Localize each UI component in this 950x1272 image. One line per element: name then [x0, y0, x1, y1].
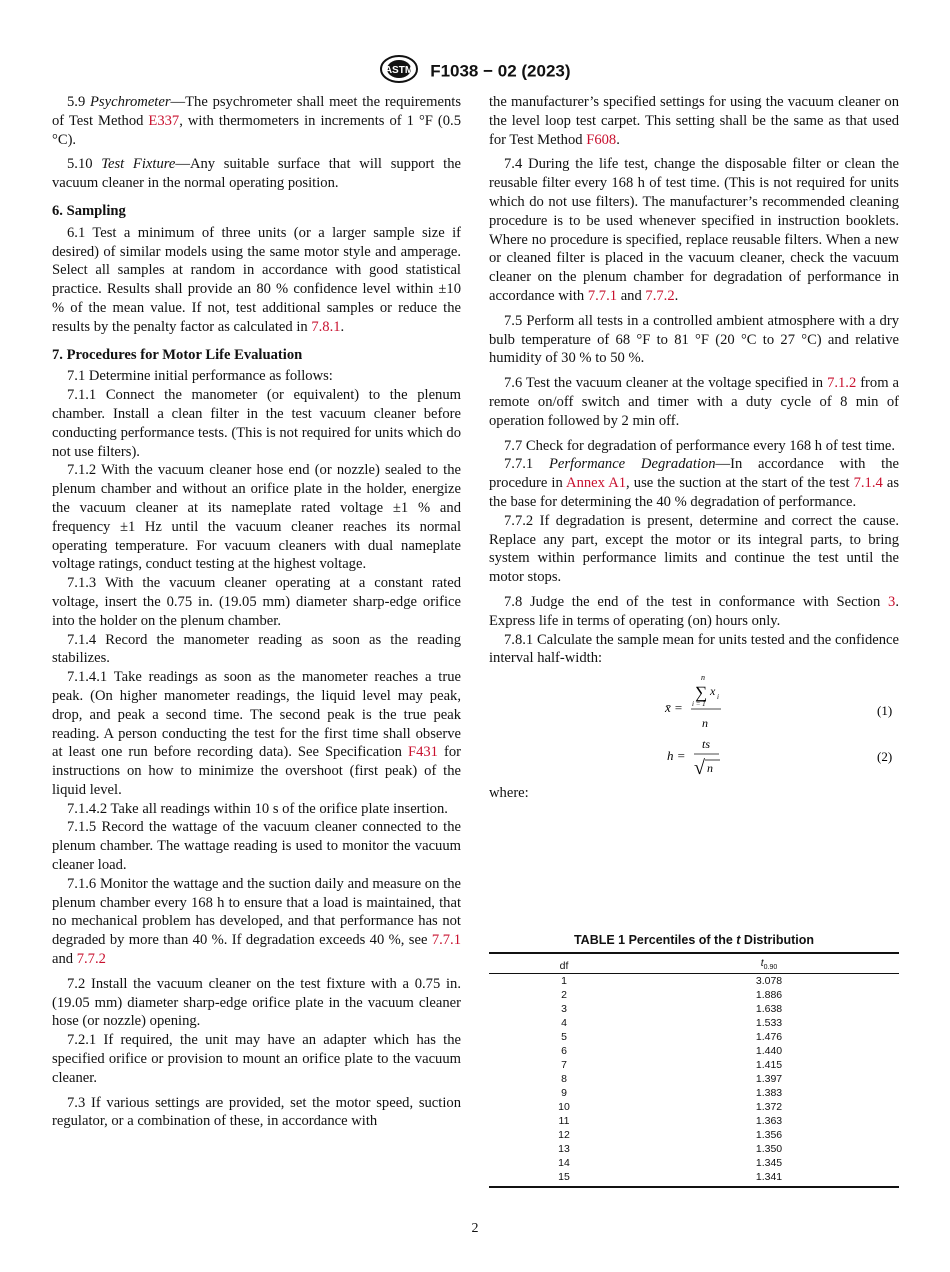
svg-text:i = 1: i = 1 [692, 700, 706, 709]
table-header-row [489, 953, 899, 974]
cell-df: 8 [561, 1073, 567, 1086]
cell-df: 4 [561, 1017, 567, 1030]
table-row [489, 1114, 899, 1128]
heading-sampling: 6. Sampling [52, 202, 126, 219]
section-7-7-1: 7.7.1 Performance Degradation—In accordance with the procedure in Annex A1, use the suction at the start of the test 7.1.4 as the base for determining the 40 % degradation of performance. [489, 456, 899, 510]
section-7-1-2: 7.1.2 With the vacuum cleaner hose end (or nozzle) sealed to the plenum chamber and without an orifice plate in the holder, energize the vacuum cleaner at its nameplate rated voltage ±1 % and frequency ±1 Hz until the vacuum cleaner reaches its normal operating temperature. For vacuum cleaners with dual nameplate voltage ratings, conduct testing at the highest voltage. [52, 462, 461, 573]
section-7-1-4-1: 7.1.4.1 Take readings as soon as the manometer reaches a true peak. (On higher manometer readings, the liquid level may peak, drop, and peak a second time. The second peak is the true peak reading. A person conducting the test for the first time shall observe at least one run before recording data). See Specification F431 for instructions on how to minimize the overshoot (first peak) of the liquid level. [52, 669, 461, 798]
section-5-9: 5.9 Psychrometer—The psychrometer shall meet the requirements of Test Method E337, with thermometers in increments of 1 °F (0.5 °C). [52, 94, 462, 148]
svg-text:n: n [707, 761, 713, 776]
section-7-1-4: 7.1.4 Record the manometer reading as soon as the reading stabilizes. [52, 631, 461, 667]
svg-text:∑: ∑ [695, 683, 708, 703]
section-7-8-1: 7.8.1 Calculate the sample mean for units tested and the confidence interval half-width: [489, 631, 899, 667]
section-5-10: 5.10 Test Fixture—Any suitable surface that will support the vacuum cleaner in the normal operating position. [52, 156, 461, 192]
cell-t-value: 1.341 [639, 1170, 899, 1187]
section-7-4: 7.4 During the life test, change the disposable filter or clean the reusable filter every 168 h of test time. (This is not required for units which do not use filters). The manufacturer’s recommended cleaning procedure is to be used whenever specified in instruction booklets. Where no procedure is specified, replace reusable filters. When a new or cleaned filter is placed in the vacuum cleaner, check the vacuum cleaner on the plenum chamber for degradation of performance in accordance with 7.7.1 and 7.7.2. [489, 156, 899, 304]
cell-df: 9 [561, 1087, 567, 1100]
right-column [489, 93, 899, 803]
section-7-7: 7.7 Check for degradation of performance every 168 h of test time. [504, 437, 896, 454]
table-row [489, 1058, 899, 1072]
cell-t-value: 3.078 [755, 975, 783, 988]
cell-t-value: 1.345 [755, 1157, 783, 1170]
svg-text:(1): (1) [877, 703, 893, 719]
col-header-t090: $t_{0.90}$ [639, 953, 899, 974]
table-row [489, 1044, 899, 1058]
ref-link-7-1-2[interactable]: 7.1.2 [827, 375, 857, 392]
cell-t-value: 1.886 [755, 989, 783, 1002]
cell-df: 12 [558, 1129, 570, 1142]
svg-text:(2): (2) [877, 749, 893, 765]
section-7-8: 7.8 Judge the end of the test in conformance with Section 3. Express life in terms of operating (on) hours only. [489, 593, 899, 629]
cell-t-value: 1.372 [755, 1101, 783, 1114]
ref-link-7-1-4[interactable]: 7.1.4 [853, 475, 883, 492]
svg-text:x: x [710, 684, 716, 699]
document-designation: F1038 − 02 (2023) [430, 61, 571, 81]
section-7-1-6: 7.1.6 Monitor the wattage and the suction daily and measure on the plenum chamber every 168 h to ensure that a load is maintained, that no mechanical problem has developed, and that performance has not degraded by more than 40 %. If degradation exceeds 40 %, see 7.7.1 and 7.7.2 [52, 875, 461, 968]
where-label: where: [489, 785, 529, 802]
section-7-1-1: 7.1.1 Connect the manometer (or equivalent) to the plenum chamber. Install a clean filter in the test vacuum cleaner before conducting performance tests. (This is not required for units which do not use filters). [52, 387, 461, 460]
ref-link-section-3[interactable]: 3 [888, 593, 896, 610]
svg-text:ts: ts [702, 737, 711, 752]
table-1 [489, 933, 899, 1188]
table-row [489, 1170, 899, 1187]
ref-link-7-7-2[interactable]: 7.7.2 [76, 951, 106, 968]
equation-2 [489, 734, 899, 784]
page-number: 2 [471, 1221, 479, 1236]
table-title: TABLE 1 Percentiles of the t Distribution [573, 933, 815, 947]
cell-df: 2 [561, 989, 567, 1002]
section-7-1-3: 7.1.3 With the vacuum cleaner operating at a constant rated voltage, insert the 0.75 in. (19.05 mm) diameter sharp-edge orifice into the holder on the plenum chamber. [52, 575, 461, 629]
ref-link-7-8-1[interactable]: 7.8.1 [311, 318, 341, 335]
t-distribution-table [489, 952, 899, 1188]
cell-t-value: 1.440 [755, 1045, 783, 1058]
cell-t-value: 1.397 [755, 1073, 783, 1086]
table-row [489, 1128, 899, 1142]
cell-df: 14 [558, 1157, 570, 1170]
left-column [52, 93, 461, 1131]
section-7-2: 7.2 Install the vacuum cleaner on the test fixture with a 0.75 in. (19.05 mm) diameter sharp-edge orifice plate in the vacuum cleaner hose (or nozzle) opening. [52, 975, 461, 1030]
section-7-3: 7.3 If various settings are provided, set the motor speed, suction regulator, or a combination of these, in accordance with [52, 1094, 461, 1130]
svg-text:n: n [701, 673, 705, 683]
ref-link-f608[interactable]: F608 [586, 131, 617, 148]
svg-text:ASTM: ASTM [385, 65, 414, 76]
cell-t-value: 1.363 [755, 1115, 783, 1128]
cell-df: 5 [561, 1031, 567, 1044]
cell-t-value: 1.356 [755, 1129, 783, 1142]
ref-link-annex-a1[interactable]: Annex A1 [566, 475, 627, 492]
section-7-1: 7.1 Determine initial performance as follows: [67, 368, 333, 385]
section-7-6: 7.6 Test the vacuum cleaner at the voltage specified in 7.1.2 from a remote on/off switch and timer with a duty cycle of 8 min of operation followed by 2 min off. [489, 375, 899, 429]
section-7-7-2: 7.7.2 If degradation is present, determine and correct the cause. Replace any part, except the motor or its integral parts, to bring system within performance limits and continue the test until the motor stops. [489, 512, 899, 586]
section-7-3-continued: the manufacturer’s specified settings for using the vacuum cleaner on the level loop test carpet. This setting shall be the same as that used for Test Method F608. [489, 94, 899, 148]
ref-link-e337[interactable]: E337 [148, 112, 180, 129]
table-row [489, 1142, 899, 1156]
cell-t-value: 1.638 [755, 1003, 783, 1016]
table-row [489, 1016, 899, 1030]
cell-df: 1 [561, 975, 567, 988]
section-7-1-5: 7.1.5 Record the wattage of the vacuum cleaner connected to the plenum chamber. The wattage reading is used to monitor the vacuum cleaner load. [52, 819, 461, 874]
section-6-1: 6.1 Test a minimum of three units (or a larger sample size if desired) of similar models using the same motor style and amperage. Select all samples at random in accordance with good statistical practice. Results shall provide an 80 % confidence level within ±10 % of the mean value. If not, test additional samples or reduce the results by the penalty factor as calculated in 7.8.1. [52, 224, 461, 335]
cell-t-value: 1.383 [755, 1087, 783, 1100]
cell-t-value: 1.350 [755, 1143, 783, 1156]
cell-df: 3 [561, 1003, 567, 1016]
svg-text:√: √ [694, 757, 705, 780]
ref-link-f431[interactable]: F431 [407, 744, 438, 761]
table-row [489, 1100, 899, 1114]
table-row [489, 1072, 899, 1086]
table-row [489, 1030, 899, 1044]
svg-text:n: n [702, 716, 708, 731]
cell-df: 13 [558, 1143, 570, 1156]
svg-text:i: i [717, 693, 719, 702]
heading-procedures: 7. Procedures for Motor Life Evaluation [52, 346, 303, 363]
cell-t-value: 1.476 [755, 1031, 783, 1044]
cell-t-value: 1.415 [755, 1059, 783, 1072]
section-7-1-4-2: 7.1.4.2 Take all readings within 10 s of the orifice plate insertion. [67, 800, 448, 817]
svg-text:h =: h = [667, 748, 686, 764]
section-7-5: 7.5 Perform all tests in a controlled ambient atmosphere with a dry bulb temperature of 68 °F to 81 °F (20 °C to 27 °C) and relative humidity of 30 % to 50 %. [489, 312, 899, 367]
ref-link-7-7-2[interactable]: 7.7.2 [645, 287, 675, 304]
ref-link-7-7-1[interactable]: 7.7.1 [431, 932, 461, 949]
equation-1 [489, 668, 899, 734]
table-row [489, 1002, 899, 1016]
cell-t-value: 1.533 [755, 1017, 783, 1030]
cell-df: 15 [489, 1170, 639, 1187]
table-row [489, 1086, 899, 1100]
col-header-df: df [489, 953, 639, 974]
table-row [489, 974, 899, 989]
astm-logo [379, 54, 419, 89]
ref-link-7-7-1[interactable]: 7.7.1 [587, 287, 618, 304]
cell-df: 7 [561, 1059, 567, 1072]
cell-df: 10 [558, 1101, 570, 1114]
table-row [489, 1156, 899, 1170]
cell-df: 11 [558, 1115, 570, 1128]
table-body [489, 974, 899, 1188]
section-7-2-1: 7.2.1 If required, the unit may have an adapter which has the specified orifice or provision to mount an orifice plate to the vacuum cleaner. [52, 1032, 461, 1086]
page-header [0, 54, 950, 89]
svg-text:x̄ =: x̄ = [665, 700, 683, 716]
cell-df: 6 [561, 1045, 567, 1058]
table-row [489, 988, 899, 1002]
